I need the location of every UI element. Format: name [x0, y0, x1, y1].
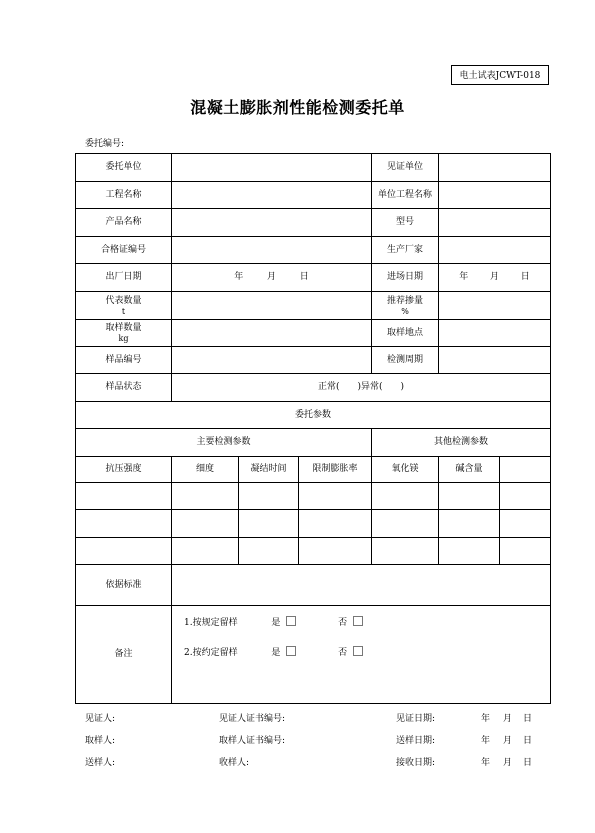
- receive-date-label: 接收日期:: [396, 758, 436, 768]
- param-cell[interactable]: [239, 510, 299, 538]
- form-row: [76, 429, 551, 457]
- delegation-form-table: [75, 153, 551, 704]
- sample-site-value[interactable]: [439, 320, 551, 347]
- rep-qty-label: [76, 292, 172, 320]
- param-cell[interactable]: [299, 510, 372, 538]
- product-name-label: 产品名称: [76, 209, 172, 237]
- form-row: [76, 154, 551, 182]
- param-col-mgo: 氧化镁: [372, 457, 439, 483]
- param-cell[interactable]: [439, 483, 500, 510]
- witness-unit-value[interactable]: [439, 154, 551, 182]
- rep-qty-text: 代表数量: [105, 295, 142, 306]
- send-date-label: 送样日期:: [396, 736, 436, 746]
- param-cell[interactable]: [439, 538, 500, 565]
- param-cell[interactable]: [76, 510, 172, 538]
- basis-value[interactable]: [172, 565, 551, 606]
- month-unit: 月: [503, 714, 513, 724]
- entry-date-label: 进场日期: [372, 264, 439, 292]
- witness-label: 见证人:: [85, 714, 116, 724]
- param-cell[interactable]: [76, 483, 172, 510]
- param-cell[interactable]: [500, 483, 551, 510]
- form-code: 电土试表JCWT-018: [451, 65, 549, 85]
- form-row: [76, 374, 551, 402]
- sample-qty-text: 取样数量: [105, 323, 142, 333]
- param-cell[interactable]: [239, 538, 299, 565]
- form-row: [76, 292, 551, 320]
- year-unit: 年: [481, 736, 491, 746]
- param-col-blank: [500, 457, 551, 483]
- delegate-no-label: 委托编号:: [85, 139, 125, 149]
- sampler-label: 取样人:: [85, 736, 116, 746]
- project-name-label: 工程名称: [76, 182, 172, 209]
- form-row: [76, 565, 551, 606]
- sample-no-label: 样品编号: [76, 347, 172, 374]
- no-label: 否: [338, 648, 348, 658]
- month-unit: 月: [267, 272, 277, 282]
- checkbox-no-1[interactable]: [353, 616, 363, 626]
- param-cell[interactable]: [500, 510, 551, 538]
- param-entry-row: [76, 483, 551, 510]
- form-row: [76, 209, 551, 237]
- model-value[interactable]: [439, 209, 551, 237]
- param-cell[interactable]: [299, 538, 372, 565]
- dosage-value[interactable]: [439, 292, 551, 320]
- sample-qty-unit: kg: [118, 334, 129, 343]
- witness-unit-label: 见证单位: [372, 154, 439, 182]
- model-label: 型号: [372, 209, 439, 237]
- form-row: [76, 182, 551, 209]
- param-cell[interactable]: [299, 483, 372, 510]
- param-col-fineness: 细度: [172, 457, 239, 483]
- param-entry-row: [76, 538, 551, 565]
- sampler-cert-label: 取样人证书编号:: [219, 736, 286, 746]
- year-unit: 年: [234, 272, 244, 282]
- param-cell[interactable]: [172, 538, 239, 565]
- test-period-label: 检测周期: [372, 347, 439, 374]
- param-col-restrained-expansion: 限制膨胀率: [299, 457, 372, 483]
- form-row: [76, 347, 551, 374]
- day-unit: 日: [523, 736, 533, 746]
- params-header: 委托参数: [76, 402, 551, 429]
- client-label: 委托单位: [76, 154, 172, 182]
- param-cell[interactable]: [372, 510, 439, 538]
- sample-state-value[interactable]: 正常( )异常( ): [172, 374, 551, 402]
- yes-label: 是: [271, 618, 281, 628]
- sample-site-label: 取样地点: [372, 320, 439, 347]
- param-cell[interactable]: [172, 483, 239, 510]
- factory-date-value[interactable]: [172, 264, 372, 292]
- param-col-setting-time: 凝结时间: [239, 457, 299, 483]
- entry-date-value[interactable]: [439, 264, 551, 292]
- manufacturer-value[interactable]: [439, 237, 551, 264]
- param-cell[interactable]: [76, 538, 172, 565]
- remark-line-1: [172, 616, 550, 629]
- manufacturer-label: 生产厂家: [372, 237, 439, 264]
- other-params-label: 其他检测参数: [372, 429, 551, 457]
- remark-line-1-text: 1.按规定留样: [184, 618, 238, 628]
- param-col-compressive: 抗压强度: [76, 457, 172, 483]
- param-cell[interactable]: [372, 538, 439, 565]
- sender-label: 送样人:: [85, 758, 116, 768]
- day-unit: 日: [523, 714, 533, 724]
- form-row: [76, 237, 551, 264]
- project-name-value[interactable]: [172, 182, 372, 209]
- remarks-label: 备注: [76, 606, 172, 704]
- params-column-row: [76, 457, 551, 483]
- witness-date-label: 见证日期:: [396, 714, 436, 724]
- param-entry-row: [76, 510, 551, 538]
- remark-line-2: [172, 646, 550, 659]
- remarks-content: [172, 606, 551, 704]
- sample-no-value[interactable]: [172, 347, 372, 374]
- param-cell[interactable]: [239, 483, 299, 510]
- year-unit: 年: [481, 758, 491, 768]
- remarks-row: [76, 606, 551, 704]
- main-params-label: 主要检测参数: [76, 429, 372, 457]
- rep-qty-value[interactable]: [172, 292, 372, 320]
- param-cell[interactable]: [372, 483, 439, 510]
- no-label: 否: [338, 618, 348, 628]
- param-col-alkali: 碱含量: [439, 457, 500, 483]
- form-row: [76, 320, 551, 347]
- sample-state-label: 样品状态: [76, 374, 172, 402]
- cert-no-label: 合格证编号: [76, 237, 172, 264]
- rep-qty-unit: t: [121, 306, 126, 316]
- client-value[interactable]: [172, 154, 372, 182]
- witness-cert-label: 见证人证书编号:: [219, 714, 286, 724]
- month-unit: 月: [503, 736, 513, 746]
- unit-project-value[interactable]: [439, 182, 551, 209]
- param-cell[interactable]: [172, 510, 239, 538]
- remark-line-2-text: 2.按约定留样: [184, 648, 238, 658]
- unit-project-label: 单位工程名称: [372, 182, 439, 209]
- dosage-text: 推荐掺量: [387, 295, 424, 306]
- day-unit: 日: [523, 758, 533, 768]
- receiver-label: 收样人:: [219, 758, 250, 768]
- year-unit: 年: [459, 272, 469, 282]
- dosage-unit: %: [401, 306, 409, 316]
- sample-qty-value[interactable]: [172, 320, 372, 347]
- form-row: [76, 264, 551, 292]
- test-period-value[interactable]: [439, 347, 551, 374]
- param-cell[interactable]: [500, 538, 551, 565]
- checkbox-no-2[interactable]: [353, 646, 363, 656]
- month-unit: 月: [490, 272, 500, 282]
- yes-label: 是: [271, 648, 281, 658]
- form-row: [76, 402, 551, 429]
- checkbox-yes-2[interactable]: [286, 646, 296, 656]
- checkbox-yes-1[interactable]: [286, 616, 296, 626]
- cert-no-value[interactable]: [172, 237, 372, 264]
- product-name-value[interactable]: [172, 209, 372, 237]
- sample-qty-label: [76, 320, 172, 347]
- factory-date-label: 出厂日期: [76, 264, 172, 292]
- day-unit: 日: [299, 272, 309, 282]
- dosage-label: [372, 292, 439, 320]
- basis-label: 依据标准: [76, 565, 172, 606]
- param-cell[interactable]: [439, 510, 500, 538]
- day-unit: 日: [520, 272, 530, 282]
- year-unit: 年: [481, 714, 491, 724]
- month-unit: 月: [503, 758, 513, 768]
- page-title: 混凝土膨胀剂性能检测委托单: [190, 98, 405, 117]
